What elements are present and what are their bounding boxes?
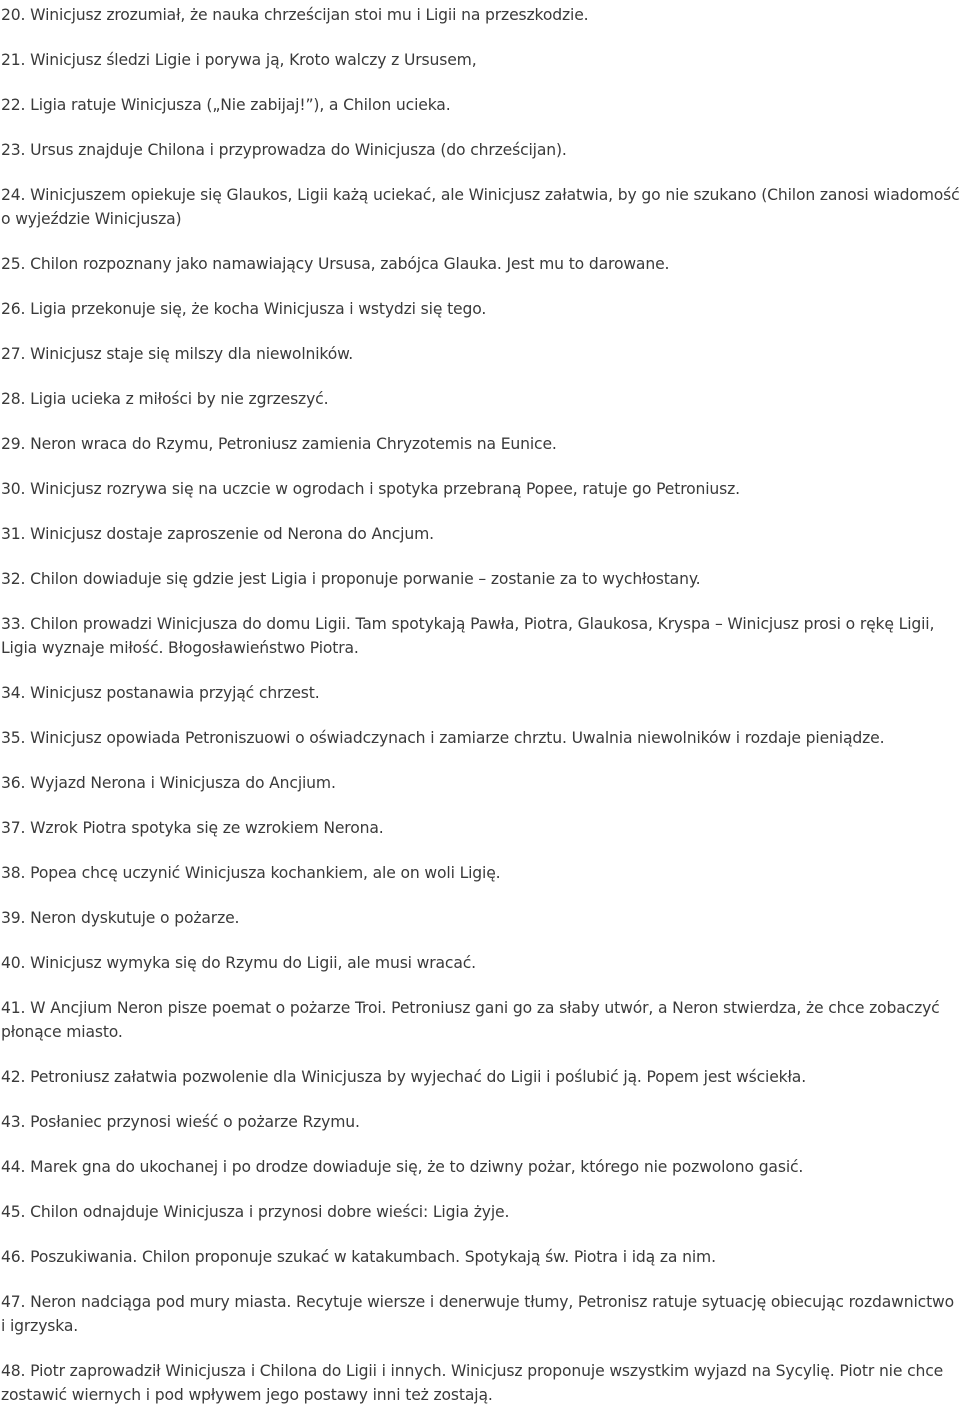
list-item: 30. Winicjusz rozrywa się na uczcie w ogrodach i spotyka przebraną Popee, ratuje go Petroniusz. xyxy=(1,480,740,498)
list-item: 40. Winicjusz wymyka się do Rzymu do Ligii, ale musi wracać. xyxy=(1,954,476,972)
list-item: 20. Winicjusz zrozumiał, że nauka chrześcijan stoi mu i Ligii na przeszkodzie. xyxy=(1,6,589,24)
list-item: 41. W Ancjium Neron pisze poemat o pożarze Troi. Petroniusz gani go za słaby utwór, a Neron stwierdza, że chce zobaczyć płonące miasto. xyxy=(1,999,940,1041)
list-item: 27. Winicjusz staje się milszy dla niewolników. xyxy=(1,345,354,363)
list-item: 43. Posłaniec przynosi wieść o pożarze Rzymu. xyxy=(1,1113,360,1131)
list-item: 47. Neron nadciąga pod mury miasta. Recytuje wiersze i denerwuje tłumy, Petronisz ratuje sytuację obiecując rozdawnictwo i igrzyska. xyxy=(1,1293,955,1335)
list-item: 45. Chilon odnajduje Winicjusza i przynosi dobre wieści: Ligia żyje. xyxy=(1,1203,510,1221)
list-item: 25. Chilon rozpoznany jako namawiający Ursusa, zabójca Glauka. Jest mu to darowane. xyxy=(1,255,670,273)
list-item: 23. Ursus znajduje Chilona i przyprowadza do Winicjusza (do chrześcijan). xyxy=(1,141,567,159)
list-item: 44. Marek gna do ukochanej i po drodze dowiaduje się, że to dziwny pożar, którego nie pozwolono gasić. xyxy=(1,1158,804,1176)
list-item: 42. Petroniusz załatwia pozwolenie dla Winicjusza by wyjechać do Ligii i poślubić ją. Popem jest wściekła. xyxy=(1,1068,807,1086)
list-item: 22. Ligia ratuje Winicjusza („Nie zabijaj!”), a Chilon ucieka. xyxy=(1,96,451,114)
list-item: 35. Winicjusz opowiada Petroniszuowi o oświadczynach i zamiarze chrztu. Uwalnia niewolników i rozdaje pieniądze. xyxy=(1,729,885,747)
list-item: 32. Chilon dowiaduje się gdzie jest Ligia i proponuje porwanie – zostanie za to wychłostany. xyxy=(1,570,701,588)
list-item: 36. Wyjazd Nerona i Winicjusza do Ancjium. xyxy=(1,774,336,792)
list-item: 39. Neron dyskutuje o pożarze. xyxy=(1,909,240,927)
list-item: 21. Winicjusz śledzi Ligie i porywa ją, Kroto walczy z Ursusem, xyxy=(1,51,477,69)
list-item: 31. Winicjusz dostaje zaproszenie od Nerona do Ancjum. xyxy=(1,525,434,543)
list-item: 46. Poszukiwania. Chilon proponuje szukać w katakumbach. Spotykają św. Piotra i idą za nim. xyxy=(1,1248,716,1266)
list-item: 28. Ligia ucieka z miłości by nie zgrzeszyć. xyxy=(1,390,329,408)
list-item: 24. Winicjuszem opiekuje się Glaukos, Ligii każą uciekać, ale Winicjusz załatwia, by go nie szukano (Chilon zanosi wiadomość o wyjeździe Winicjusza) xyxy=(1,186,960,228)
list-item: 26. Ligia przekonuje się, że kocha Winicjusza i wstydzi się tego. xyxy=(1,300,487,318)
plot-event-list xyxy=(1,3,960,1428)
list-item: 38. Popea chcę uczynić Winicjusza kochankiem, ale on woli Ligię. xyxy=(1,864,501,882)
list-item: 29. Neron wraca do Rzymu, Petroniusz zamienia Chryzotemis na Eunice. xyxy=(1,435,557,453)
list-item: 37. Wzrok Piotra spotyka się ze wzrokiem Nerona. xyxy=(1,819,384,837)
list-item: 34. Winicjusz postanawia przyjąć chrzest. xyxy=(1,684,320,702)
list-item: 33. Chilon prowadzi Winicjusza do domu Ligii. Tam spotykają Pawła, Piotra, Glaukosa, Kryspa – Winicjusz prosi o rękę Ligii, Ligia wyznaje miłość. Błogosławieństwo Piotra. xyxy=(1,615,935,657)
list-item: 48. Piotr zaprowadził Winicjusza i Chilona do Ligii i innych. Winicjusz proponuje wszystkim wyjazd na Sycylię. Piotr nie chce zostawić wiernych i pod wpływem jego postawy inni też zostają. xyxy=(1,1362,944,1404)
